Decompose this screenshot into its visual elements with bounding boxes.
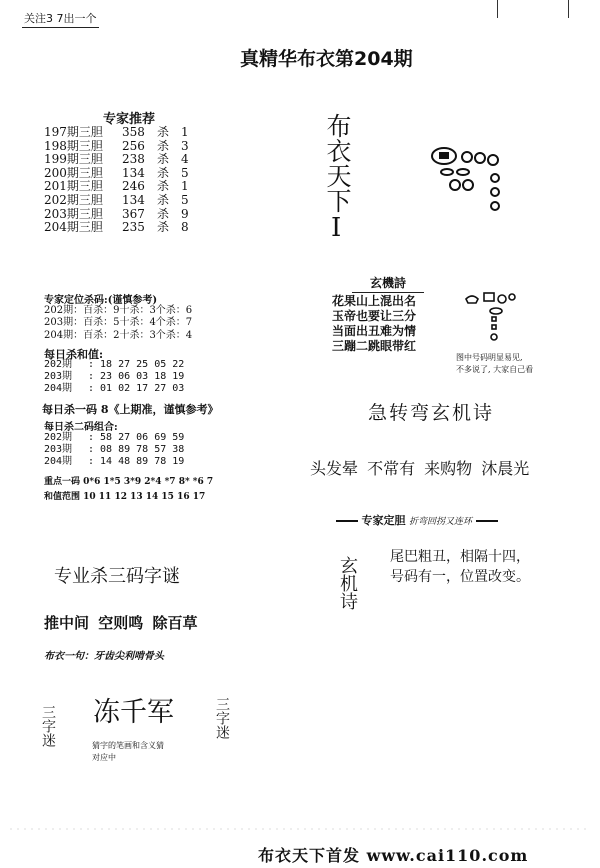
- coin-icon: [463, 180, 473, 190]
- daily-kill-two-list: [44, 432, 184, 469]
- daily-kill-two-title: 每日杀二码组合:: [44, 422, 118, 433]
- list-item: 199期三胆 238 杀 4: [44, 152, 189, 167]
- list-item: 203期 : 08 89 78 57 38: [44, 444, 185, 456]
- coin-icon: [509, 294, 515, 300]
- poem-line: 尾巴粗丑，相隔十四，: [390, 549, 530, 565]
- poem-line: 花果山上混出名: [332, 294, 417, 308]
- xuanji-poem-lines: [332, 294, 416, 354]
- turn-xuanji-poem-title: 急转弯玄机诗: [368, 402, 495, 424]
- list-item: 197期三胆 358 杀 1: [44, 125, 189, 139]
- list-item: 202期：百杀：9十杀：3个杀：6: [44, 305, 193, 316]
- coin-icon: [491, 174, 499, 182]
- xuanji-poem-two: [390, 547, 530, 587]
- kill-three-riddle-title: 专业杀三码字谜: [54, 566, 180, 587]
- riddle-phrase: 布衣一句：牙齿尖利啃骨头: [44, 651, 164, 662]
- sum-range: 和值范围 10 11 12 13 14 15 16 17: [44, 492, 206, 502]
- expert-recommend-list: [44, 126, 189, 235]
- ingot-icon: [492, 317, 496, 321]
- xuanji-poem-vertical-label: 玄机诗: [337, 556, 358, 610]
- list-item: 204期三胆 235 杀 8: [44, 220, 189, 235]
- list-item: 203期 : 23 06 03 18 19: [44, 371, 185, 382]
- list-item: 204期：百杀：2十杀：3个杀：4: [44, 329, 193, 341]
- dash-line: [336, 520, 358, 522]
- list-item: 204期 : 14 48 89 78 19: [44, 456, 185, 468]
- coin-icon: [490, 308, 502, 314]
- buyi-tianxia-roman-numeral: I: [331, 213, 342, 243]
- ingot-pattern-figure: [458, 287, 518, 347]
- riddle-big-word: 冻千军: [93, 697, 174, 728]
- ingot-icon: [484, 293, 494, 301]
- daily-sum-title: 每日杀和值:: [44, 348, 104, 361]
- coin-icon: [441, 169, 453, 175]
- poem-line: 号码有一，位置改变。: [390, 569, 530, 585]
- coin-icon: [439, 152, 449, 159]
- dash-line: [476, 520, 498, 522]
- riddle-words: 推中间 空则鸣 除百草: [44, 614, 198, 632]
- figure-note: 图中号码明显易见, 不多说了, 大家自己看: [456, 353, 534, 374]
- poem-line: 当面出丑难为情: [332, 324, 417, 338]
- list-item: 202期三胆 134 杀 5: [44, 192, 189, 207]
- coin-icon: [498, 295, 506, 303]
- riddle-keywords: 头发晕 不常有 来购物 沐晨光: [310, 459, 530, 478]
- poem-line: 玉帝也要让三分: [332, 309, 417, 323]
- list-item: 201期三胆 246 杀 1: [44, 179, 189, 194]
- coin-icon: [457, 169, 469, 175]
- list-item: 198期三胆 256 杀 3: [44, 138, 189, 153]
- list-item: 202期 : 58 27 06 69 59: [44, 432, 185, 443]
- top-divider-line: [497, 0, 498, 18]
- footer-source: 布衣天下首发 www.cai110.com: [258, 846, 529, 865]
- scan-noise-line: [0, 826, 600, 832]
- position-kill-title: 专家定位杀码:(谨慎参考): [44, 295, 158, 306]
- list-item: 203期：百杀：5十杀：4个杀：7: [44, 317, 193, 329]
- coin-icon: [462, 152, 472, 162]
- list-item: 204期 : 01 02 17 27 03: [44, 383, 185, 394]
- daily-sum-list: [44, 359, 184, 395]
- coin-icon: [475, 153, 485, 163]
- coin-icon: [491, 202, 499, 210]
- coin-pattern-figure: [430, 138, 510, 218]
- top-divider-line: [568, 0, 569, 18]
- buyi-tianxia-vertical-title: 布衣天下: [323, 113, 352, 213]
- ingot-icon: [466, 296, 478, 303]
- daily-kill-one: 每日杀一码 8《上期准，谨慎参考》: [42, 403, 219, 416]
- page-title: 真精华布衣第204期: [240, 48, 413, 70]
- ingot-icon: [492, 325, 496, 329]
- list-item: 202期 : 18 27 25 05 22: [44, 359, 185, 370]
- poem-line: 三蹦二跳眼带红: [332, 339, 417, 353]
- three-char-riddle-label: 三字迷: [214, 697, 230, 739]
- top-note: 关注3 7出一个: [22, 10, 99, 28]
- coin-icon: [491, 334, 497, 340]
- coin-icon: [491, 188, 499, 196]
- expert-recommend-title: 专家推荐: [103, 112, 156, 127]
- coin-icon: [450, 180, 460, 190]
- list-item: 203期三胆 367 杀 9: [44, 206, 189, 221]
- coin-icon: [488, 155, 498, 165]
- xuanji-poem-title: 玄機詩: [352, 274, 424, 293]
- list-item: 200期三胆 134 杀 5: [44, 165, 189, 180]
- three-char-riddle-label: 三字迷: [40, 705, 56, 747]
- position-kill-list: [44, 305, 192, 342]
- expert-tip: 专家定胆 折弯回拐又连环: [336, 512, 498, 528]
- focus-one-code: 重点一码 0*6 1*5 3*9 2*4 *7 8* *6 7: [44, 477, 214, 487]
- riddle-hint: 猜字的笔画和含义猜 对应中: [92, 741, 164, 762]
